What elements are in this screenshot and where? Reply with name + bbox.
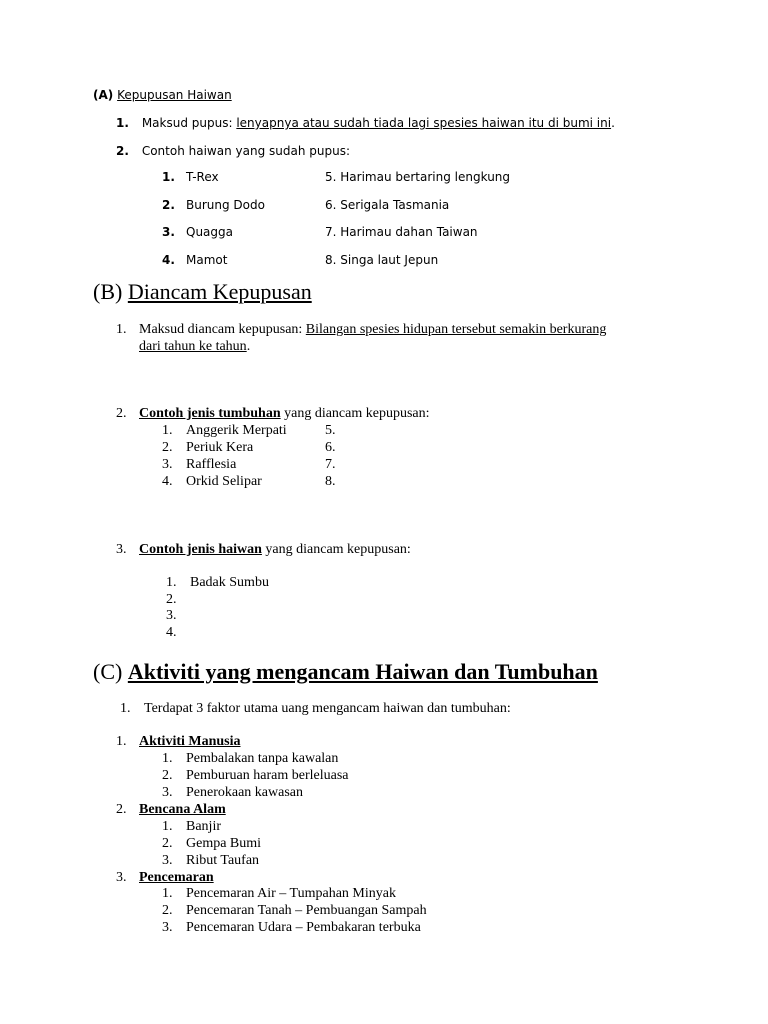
list-item bbox=[162, 474, 262, 490]
list-item bbox=[162, 785, 303, 801]
list-item bbox=[162, 768, 349, 784]
list-item bbox=[162, 423, 287, 439]
list-number: 1. bbox=[116, 734, 127, 749]
list-number: 2. bbox=[162, 198, 175, 212]
item-bold: Contoh jenis tumbuhan bbox=[139, 406, 281, 421]
list-number: 3. bbox=[116, 870, 127, 885]
list-item bbox=[162, 751, 338, 767]
list-number: 4. bbox=[162, 253, 175, 267]
item-label: Maksud pupus: bbox=[141, 116, 233, 130]
section-c-label: (C) bbox=[93, 659, 123, 684]
item-value-line-2: dari tahun ke tahun bbox=[139, 339, 247, 354]
list-item bbox=[162, 225, 233, 239]
factor-heading bbox=[116, 870, 214, 886]
list-number: 1. bbox=[162, 751, 173, 766]
list-number: 1. bbox=[116, 116, 129, 130]
list-item bbox=[166, 575, 269, 591]
list-number: 4. bbox=[162, 474, 173, 489]
animal-name: Badak Sumbu bbox=[190, 575, 269, 590]
item-text: Gempa Bumi bbox=[186, 836, 262, 851]
section-c-title: Aktiviti yang mengancam Haiwan dan Tumbuhan bbox=[127, 659, 598, 684]
section-c-intro bbox=[120, 701, 511, 717]
factor-heading bbox=[116, 734, 241, 750]
list-item bbox=[166, 625, 190, 641]
list-number: 3. bbox=[166, 608, 177, 623]
list-item: 5. Harimau bertaring lengkung bbox=[325, 170, 511, 184]
list-number-blank: 8. bbox=[325, 474, 336, 489]
item-bold: Contoh jenis haiwan bbox=[139, 542, 262, 557]
list-number-blank: 6. bbox=[325, 440, 336, 455]
list-item bbox=[162, 920, 421, 936]
list-item bbox=[162, 886, 396, 902]
list-number: 1. bbox=[116, 322, 127, 337]
list-number: 1. bbox=[162, 170, 175, 184]
section-a-item-2 bbox=[116, 144, 350, 158]
list-item bbox=[162, 836, 261, 852]
section-a-heading bbox=[93, 88, 232, 102]
list-number: 2. bbox=[162, 836, 173, 851]
item-end: . bbox=[611, 116, 615, 130]
section-a-label: (A) bbox=[93, 88, 114, 102]
list-number: 2. bbox=[116, 144, 129, 158]
list-item bbox=[162, 903, 427, 919]
item-text: Pencemaran Udara – Pembakaran terbuka bbox=[186, 920, 421, 935]
list-number: 3. bbox=[162, 920, 173, 935]
item-value: lenyapnya atau sudah tiada lagi spesies haiwan itu di bumi ini bbox=[236, 116, 612, 130]
list-number: 2. bbox=[162, 903, 173, 918]
item-end: . bbox=[246, 339, 251, 354]
item-rest: yang diancam kepupusan: bbox=[284, 406, 430, 421]
section-a-item-1 bbox=[116, 116, 615, 130]
section-b-item-3 bbox=[116, 542, 411, 558]
plant-name: Anggerik Merpati bbox=[186, 423, 287, 438]
list-item bbox=[162, 819, 221, 835]
animal-name: Quagga bbox=[186, 225, 233, 239]
section-c-heading bbox=[93, 659, 598, 685]
factor-title: Aktiviti Manusia bbox=[139, 734, 241, 749]
animal-name: Burung Dodo bbox=[186, 198, 265, 212]
list-number: 2. bbox=[166, 592, 177, 607]
item-label: Maksud diancam kepupusan: bbox=[139, 322, 303, 337]
list-number: 1. bbox=[166, 575, 177, 590]
section-b-item-1-cont bbox=[139, 339, 250, 355]
item-text: Pencemaran Air – Tumpahan Minyak bbox=[186, 886, 396, 901]
intro-text: Terdapat 3 faktor utama uang mengancam haiwan dan tumbuhan: bbox=[144, 701, 511, 716]
list-number: 3. bbox=[162, 853, 173, 868]
section-b-item-2 bbox=[116, 406, 430, 422]
animal-name: T-Rex bbox=[186, 170, 219, 184]
list-item bbox=[162, 198, 265, 212]
list-item: 6. Serigala Tasmania bbox=[325, 198, 450, 212]
list-item bbox=[162, 853, 259, 869]
list-item: 7. Harimau dahan Taiwan bbox=[325, 225, 478, 239]
plant-name: Rafflesia bbox=[186, 457, 237, 472]
item-text: Pemburuan haram berleluasa bbox=[186, 768, 349, 783]
list-number: 3. bbox=[116, 542, 127, 557]
item-text: Penerokaan kawasan bbox=[186, 785, 304, 800]
list-item bbox=[162, 457, 236, 473]
list-item bbox=[166, 608, 190, 624]
list-number: 2. bbox=[116, 802, 127, 817]
list-number: 1. bbox=[162, 819, 173, 834]
item-text: Banjir bbox=[186, 819, 221, 834]
list-number: 1. bbox=[162, 886, 173, 901]
list-number-blank: 7. bbox=[325, 457, 336, 472]
section-b-title: Diancam Kepupusan bbox=[127, 279, 312, 304]
section-b-item-1 bbox=[116, 322, 606, 338]
list-number: 4. bbox=[166, 625, 177, 640]
list-number: 2. bbox=[162, 768, 173, 783]
list-number-blank: 5. bbox=[325, 423, 336, 438]
factor-title: Bencana Alam bbox=[139, 802, 226, 817]
list-item bbox=[166, 592, 190, 608]
list-number: 1. bbox=[162, 423, 173, 438]
item-text: Pencemaran Tanah – Pembuangan Sampah bbox=[186, 903, 427, 918]
list-number: 3. bbox=[162, 785, 173, 800]
factor-heading bbox=[116, 802, 226, 818]
factor-title: Pencemaran bbox=[139, 870, 214, 885]
plant-name: Periuk Kera bbox=[186, 440, 254, 455]
list-number: 3. bbox=[162, 225, 175, 239]
list-number: 2. bbox=[116, 406, 127, 421]
list-number: 1. bbox=[120, 701, 131, 716]
list-number: 2. bbox=[162, 440, 173, 455]
item-value-line-1: Bilangan spesies hidupan tersebut semakin berkurang bbox=[305, 322, 607, 337]
section-a-title: Kepupusan Haiwan bbox=[117, 88, 232, 102]
plant-name: Orkid Selipar bbox=[186, 474, 262, 489]
list-item bbox=[162, 253, 227, 267]
item-label: Contoh haiwan yang sudah pupus: bbox=[141, 144, 350, 158]
list-item bbox=[162, 170, 219, 184]
item-text: Ribut Taufan bbox=[186, 853, 260, 868]
animal-name: Mamot bbox=[186, 253, 228, 267]
section-b-heading bbox=[93, 279, 312, 305]
list-item bbox=[162, 440, 253, 456]
section-b-label: (B) bbox=[93, 279, 123, 304]
item-text: Pembalakan tanpa kawalan bbox=[186, 751, 339, 766]
list-number: 3. bbox=[162, 457, 173, 472]
list-item: 8. Singa laut Jepun bbox=[325, 253, 439, 267]
item-rest: yang diancam kepupusan: bbox=[265, 542, 411, 557]
